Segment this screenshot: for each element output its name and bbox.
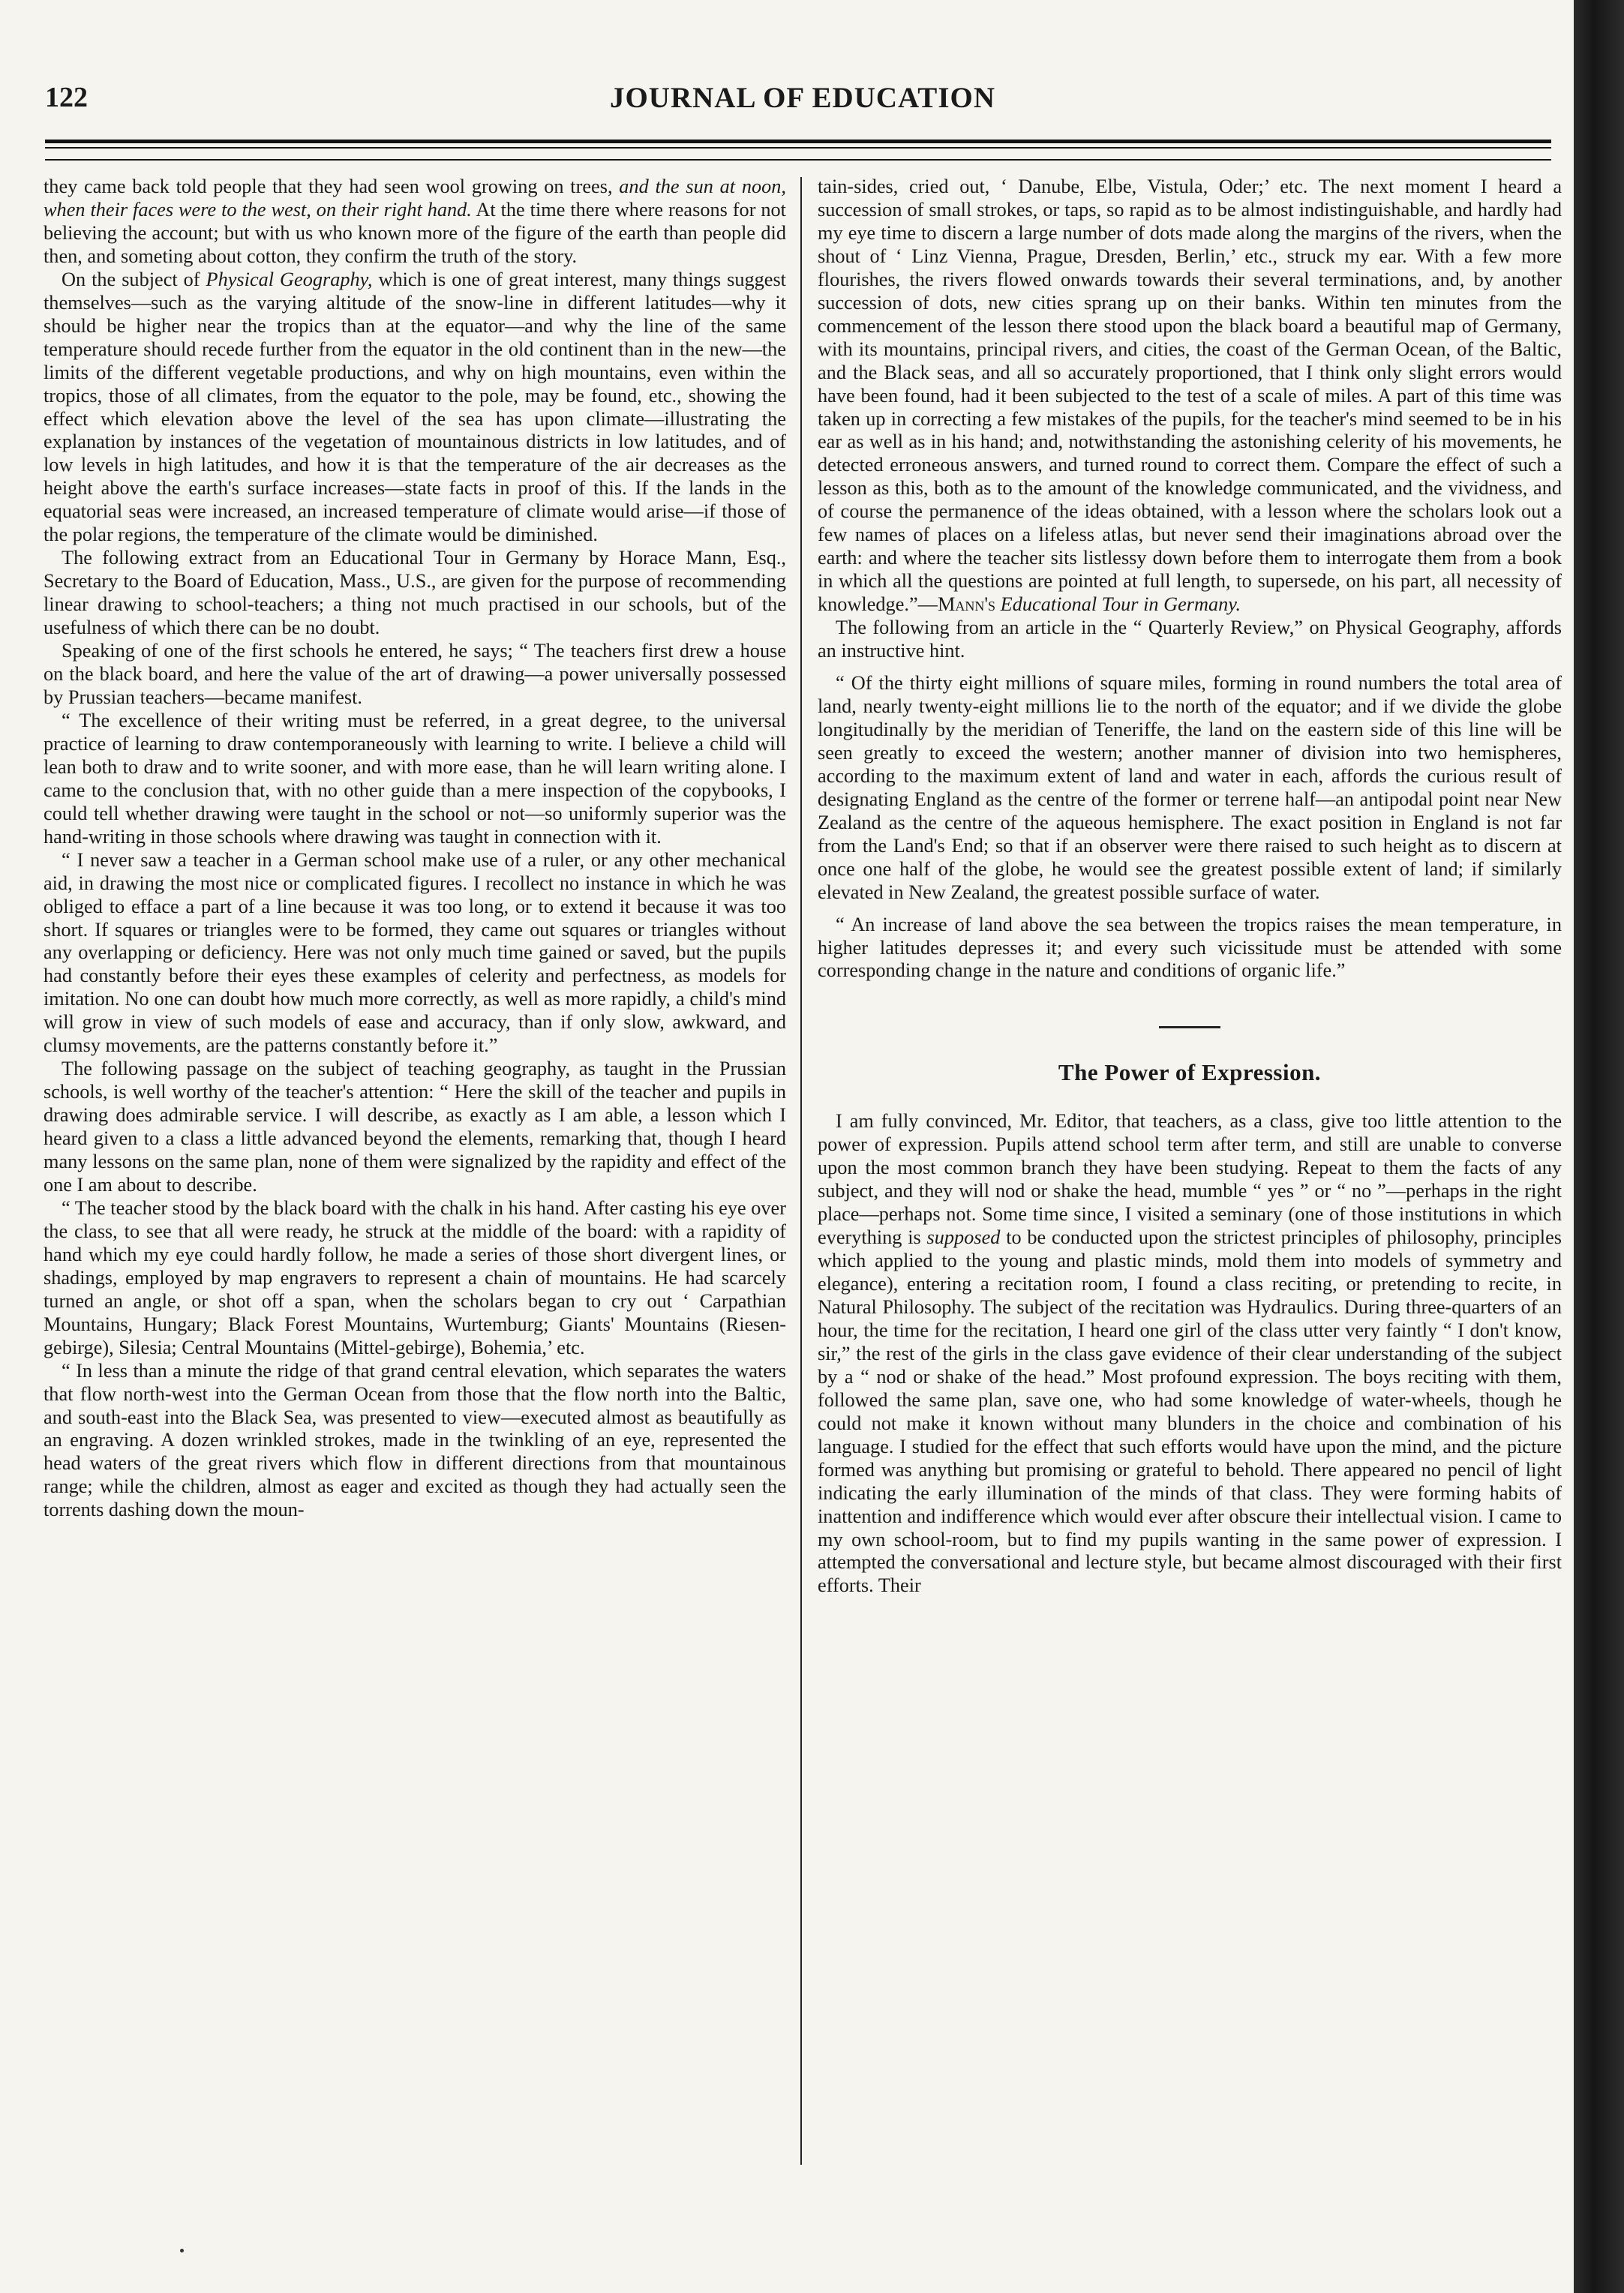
right-column bbox=[818, 176, 1562, 1598]
left-column bbox=[44, 176, 786, 1522]
italic-text: and the sun at noon, when their faces were to the west, on their right hand. bbox=[44, 176, 786, 221]
paragraph bbox=[818, 1110, 1562, 1598]
header-rule-thick bbox=[45, 140, 1551, 143]
paragraph bbox=[44, 640, 786, 710]
text-run: On the subject of bbox=[62, 268, 206, 290]
small-caps-text: Mann's bbox=[937, 593, 996, 616]
text-run: “ In less than a minute the ridge of that grand central elevation, which separates the waters that flow north-west into the German Ocean from those that the flow north into the Baltic, and south-east into the Black Sea, was presented to view—executed almost as beautifully as an engraving. A dozen wrinkled strokes, made in the twinkling of an eye, represented the head waters of the great rivers which flow in different directions from that mountainous range; while the children, almost as eager and excited as though they had actually seen the torrents dashing down the moun- bbox=[44, 1359, 786, 1521]
italic-text: Educational Tour in Germany. bbox=[1000, 593, 1241, 616]
paragraph bbox=[44, 176, 786, 269]
ink-speck bbox=[180, 2249, 184, 2252]
text-run: The following from an article in the “ Quarterly Review,” on Physical Geography, affords an instructive hint. bbox=[818, 617, 1562, 662]
text-run: “ An increase of land above the sea between the tropics raises the mean temperature, in higher latitudes depresses it; and every such vicissitude must be attended with some corresponding change in the nature and conditions of organic life.” bbox=[818, 913, 1562, 982]
left-column-paragraphs bbox=[44, 176, 786, 1522]
paragraph bbox=[44, 1360, 786, 1523]
paragraph bbox=[818, 176, 1562, 617]
header-rule-thin-lower bbox=[45, 159, 1551, 161]
paragraph bbox=[44, 1197, 786, 1360]
header-rule-thin bbox=[45, 147, 1551, 149]
italic-text: supposed bbox=[926, 1226, 1001, 1249]
text-run: “ Of the thirty eight millions of square miles, forming in round numbers the total area of land, nearly twenty-eight millions lie to the north of the equator; and if we divide the globe longitudinally by the meridian of Teneriffe, the land on the eastern side of this line will be seen greatly to exceed the western; another manner of division into two hemispheres, according to the maximum extent of land and water in each, affords the curious result of designating England as the centre of the former or terrene half—an antipodal point near New Zealand as the centre of the aqueous hemisphere. The exact position in England is not far from the Land's End; so that if an observer were there raised to such height as to discern at once one half of the globe, he would see the greatest possible extent of land; if similarly elevated in New Zealand, the greatest possible surface of water. bbox=[818, 672, 1562, 903]
paragraph bbox=[44, 547, 786, 640]
text-run: they came back told people that they had seen wool growing on trees, bbox=[44, 176, 620, 197]
text-run: “ The teacher stood by the black board with the chalk in his hand. After casting his eye over the class, to see that all were ready, he struck at the middle of the board: with a rapidity of hand which my eye could hardly follow, he made a series of those short divergent lines, or shadings, employed by map engravers to represent a chain of mountains. He had scarcely turned an angle, or shot off a span, when the scholars began to cry out ‘ Carpathian Mountains, Hungary; Black Forest Mountains, Wurtemburg; Giants' Mountains (Riesen-gebirge), Silesia; Central Mountains (Mittel-gebirge), Bohemia,’ etc. bbox=[44, 1196, 786, 1358]
text-run bbox=[995, 593, 1001, 615]
text-run: “ I never saw a teacher in a German school make use of a ruler, or any other mechanical aid, in drawing the most nice or complicated figures. I recollect no instance in which he was obliged to efface a part of a line because it was too long, or to extend it because it was too short. If squares or triangles were to be formed, they came out squares or triangles without any overlapping or deficiency. Here was not only much time gained or saved, but the pupils had constantly before their eyes these examples of celerity and perfectness, as models for imitation. No one can doubt how much more correctly, as well as more rapidly, a child's mind will grow in view of such models of ease and accuracy, than if only slow, awkward, and clumsy movements, are the patterns constantly before it.” bbox=[44, 848, 786, 1057]
paragraph bbox=[818, 914, 1562, 983]
section-paragraphs bbox=[818, 1110, 1562, 1598]
text-run: tain-sides, cried out, ‘ Danube, Elbe, Vistula, Oder;’ etc. The next moment I heard a succession of small strokes, or taps, so rapid as to be almost indistinguishable, and hardly had my eye time to discern a large number of dots made along the margins of the rivers, when the shout of ‘ Linz Vienna, Prague, Dresden, Berlin,’ etc., struck my ear. With a few more flourishes, the rivers flowed onwards towards their several terminations, and, by another succession of dots, new cities sprang up on their banks. Within ten minutes from the commencement of the lesson there stood upon the black board a beautiful map of Germany, with its mountains, principal rivers, and cities, the coast of the German Ocean, of the Baltic, and the Black seas, and all so accurately proportioned, that I think only slight errors would have been found, had it been subjected to the test of a scale of miles. A part of this time was taken up in correcting a few mistakes of the pupils, for the teacher's mind seemed to be in his ear as well as in his hand; and, notwithstanding the astonishing celerity of his movements, he detected erroneous answers, and turned round to correct them. Compare the effect of such a lesson as this, both as to the amount of the knowledge communicated, and the vividness, and of course the permanence of the ideas obtained, with a lesson where the scholars look out a few names of places on a lifeless atlas, but never send their imaginations abroad over the earth: and where the teacher sits listlessy down before them to interrogate them from a book in which all the questions are pointed at full length, to supersede, on his part, all necessity of knowledge.”— bbox=[818, 176, 1562, 616]
text-run: “ The excellence of their writing must be referred, in a great degree, to the universal practice of learning to draw contemporaneously with learning to write. I believe a child will lean both to draw and to write sooner, and with more ease, than he will learn writing alone. I came to the conclusion that, with no other guide than a mere inspection of the copybooks, I could tell whether drawing were taught in the school or not—so uniformly superior was the hand-writing in those schools where drawing was taught in connection with it. bbox=[44, 709, 786, 848]
text-run: which is one of great interest, many things suggest themselves—such as the varying altitude of the snow-line in different latitudes—why it should be higher near the tropics than at the equator—and why the line of the same temperature should recede further from the equator in the old continent than in the new—the limits of the different vegetable productions, and why on high mountains, even within the tropics, those of all climates, from the equator to the pole, may be found, etc., showing the effect which elevation above the level of the sea has upon climate—illustrating the explanation by instances of the vegetation of mountainous districts in low latitudes, and of low levels in high latitudes, and how it is that the temperature of the air decreases as the height above the earth's surface increases—state facts in proof of this. If the lands in the equatorial seas were increased, an increased temperature of climate would arise—if those of the polar regions, the temperature of the climate would be diminished. bbox=[44, 268, 786, 546]
text-run: The following passage on the subject of teaching geography, as taught in the Prussian schools, is well worthy of the teacher's attention: “ Here the skill of the teacher and pupils in drawing does admirable service. I will describe, as exactly as I am able, a lesson which I heard given to a class a little advanced beyond the elements, remarking that, though I heard many lessons on the same plan, none of them were signalized by the rapidity and effect of the one I am about to describe. bbox=[44, 1058, 786, 1196]
text-run: to be conducted upon the strictest principles of philosophy, principles which applied to the young and plastic minds, mold them into models of symmetry and elegance), entering a recitation room, I found a class reciting, or pretending to recite, in Natural Philosophy. The subject of the recitation was Hydraulics. During three-quarters of an hour, the time for the recitation, I heard one girl of the class utter very faintly “ I don't know, sir,” the rest of the girls in the class gave evidence of their clear understanding of the subject by a “ nod or shake of the head.” Most profound expression. The boys reciting with them, followed the same plan, save one, who had some knowledge of water-wheels, though he could not make it known without many blunders in the choice and combination of his language. I studied for the effect that such efforts would have upon the mind, and the picture formed was anything but promising or grateful to behold. There appeared no pencil of light indicating the early illumination of the minds of that class. They were forming habits of inattention and indifference which would ever after obscure their intellectual vision. I came to my own school-room, but to find my pupils wanting in the same power of expression. I attempted the conversational and lecture style, but became almost discouraged with their first efforts. Their bbox=[818, 1226, 1562, 1597]
text-run: Speaking of one of the first schools he entered, he says; “ The teachers first drew a house on the black board, and here the value of the art of drawing—a power universally possessed by Prussian teachers—became manifest. bbox=[44, 640, 786, 708]
journal-title: JOURNAL OF EDUCATION bbox=[609, 82, 996, 114]
paragraph bbox=[44, 269, 786, 547]
section-heading: The Power of Expression. bbox=[1058, 1059, 1322, 1086]
paragraph bbox=[818, 617, 1562, 663]
paragraph bbox=[44, 849, 786, 1058]
text-run: At the time there where reasons for not believing the account; but with us who known more of the figure of the earth than people did then, and someting about cotton, they confirm the truth of the story. bbox=[44, 198, 786, 267]
italic-text: Physical Geography, bbox=[206, 268, 373, 290]
text-run: The following extract from an Educational Tour in Germany by Horace Mann, Esq., Secretary to the Board of Education, Mass., U.S., are given for the purpose of recommending linear drawing to school-teachers; a thing not much practised in our schools, but of the usefulness of which there can be no doubt. bbox=[44, 547, 786, 639]
paragraph bbox=[44, 710, 786, 849]
page-edge-shadow bbox=[1574, 0, 1624, 2293]
paragraph bbox=[44, 1058, 786, 1197]
column-divider bbox=[800, 177, 802, 2165]
paragraph bbox=[818, 672, 1562, 905]
page-number: 122 bbox=[45, 82, 88, 113]
right-column-paragraphs bbox=[818, 176, 1562, 983]
running-head bbox=[45, 81, 1560, 126]
section-ornament-rule bbox=[1159, 1026, 1220, 1028]
text-run: I am fully convinced, Mr. Editor, that teachers, as a class, give too little attention to the power of expression. Pupils attend school term after term, and still are unable to converse upon the most common branch they have been studying. Repeat to them the facts of any subject, and they will nod or shake the head, mumble “ yes ” or “ no ”—perhaps in the right place—perhaps not. Some time since, I visited a seminary (one of those institutions in which everything is bbox=[818, 1110, 1562, 1249]
